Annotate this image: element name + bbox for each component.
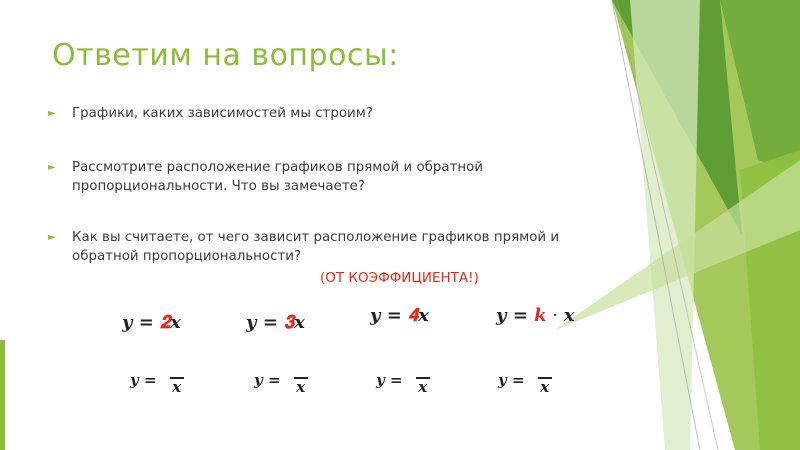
inverse-formula — [254, 364, 308, 396]
question-item — [46, 158, 566, 196]
formula-lhs: 𝒚 = — [246, 312, 285, 333]
fraction-denominator: 𝒙 — [418, 378, 428, 396]
direct-formula — [370, 305, 429, 326]
fraction-numerator — [170, 364, 184, 377]
direct-formula — [122, 312, 181, 333]
question-text: Графики, каких зависимостей мы строим? — [72, 106, 373, 121]
formula-lhs: 𝒚 = — [498, 371, 530, 389]
direct-formula — [246, 312, 305, 333]
question-list — [46, 104, 566, 266]
formula-variable: 𝒙 — [418, 305, 429, 326]
fraction-denominator: 𝒙 — [172, 378, 182, 396]
inverse-formula — [498, 364, 552, 396]
fraction-denominator: 𝒙 — [540, 378, 550, 396]
deco-shape-light-band — [630, 0, 700, 450]
fraction-numerator — [294, 364, 308, 377]
question-text: Как вы считаете, от чего зависит расположение графиков прямой и обратной пропорциональности? — [72, 230, 560, 264]
formula-lhs: 𝒚 = — [370, 305, 409, 326]
bullet-arrow-icon: ► — [48, 162, 56, 173]
formula-fraction — [170, 364, 184, 396]
fraction-numerator — [416, 364, 430, 377]
formula-variable: 𝒙 — [170, 312, 181, 333]
deco-left-strip — [0, 340, 5, 450]
formula-dot: · — [546, 305, 564, 326]
formula-fraction — [294, 364, 308, 396]
question-item — [46, 104, 566, 123]
formula-variable: 𝒙 — [294, 312, 305, 333]
formula-coefficient: 𝟒 — [408, 305, 419, 326]
formula-coefficient: 𝒌 — [534, 305, 547, 326]
formula-lhs: 𝒚 = — [496, 305, 535, 326]
formula-lhs: 𝒚 = — [254, 371, 286, 389]
inverse-formula — [376, 364, 430, 396]
question-text: Рассмотрите расположение графиков прямой и обратной пропорциональности. Что вы замечаете? — [72, 160, 484, 194]
bullet-arrow-icon: ► — [48, 232, 56, 243]
formula-lhs: 𝒚 = — [122, 312, 161, 333]
fraction-numerator — [538, 364, 552, 377]
answer-text: (ОТ КОЭФФИЦИЕНТА!) — [320, 270, 479, 286]
formula-lhs: 𝒚 = — [130, 371, 162, 389]
question-item — [46, 228, 566, 266]
direct-formula — [496, 305, 574, 326]
formula-coefficient: 𝟑 — [284, 312, 295, 333]
formula-variable: 𝒙 — [563, 305, 575, 326]
formula-fraction — [416, 364, 430, 396]
slide-title: Ответим на вопросы: — [52, 38, 399, 73]
formula-lhs: 𝒚 = — [376, 371, 408, 389]
formula-coefficient: 𝟐 — [160, 312, 171, 333]
fraction-denominator: 𝒙 — [296, 378, 306, 396]
formula-fraction — [538, 364, 552, 396]
bullet-arrow-icon: ► — [48, 108, 56, 119]
inverse-formula — [130, 364, 184, 396]
